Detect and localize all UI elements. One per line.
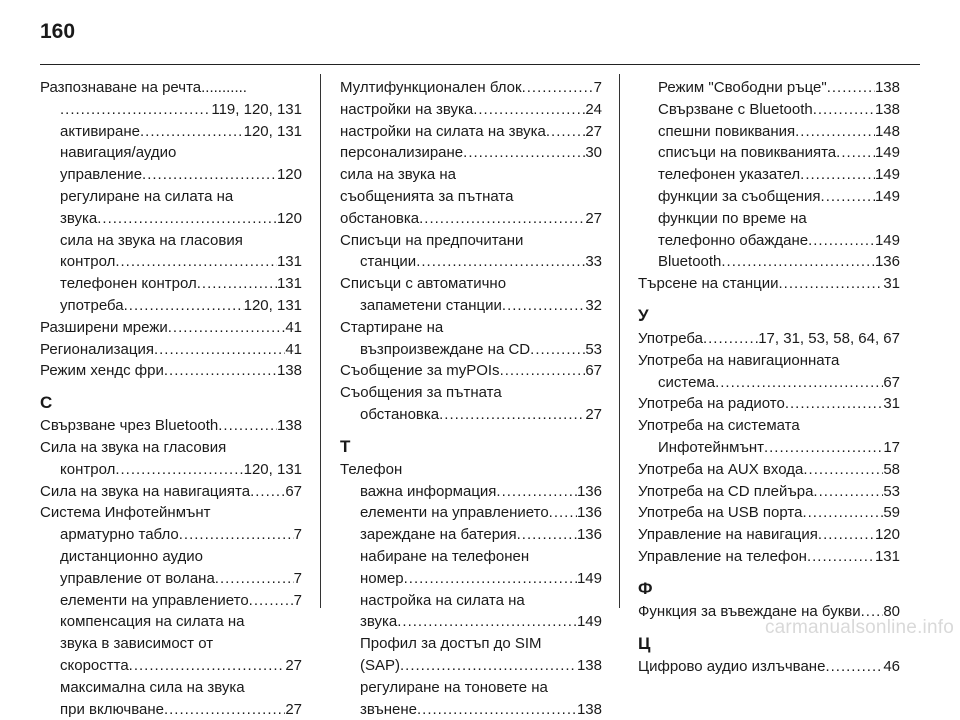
- dot-leader: [800, 164, 875, 186]
- index-entry-pages: 149: [874, 231, 900, 249]
- index-entry-label: (SAP): [360, 656, 401, 674]
- index-entry-pages: 67: [883, 373, 900, 391]
- index-letter-heading: Ф: [638, 578, 653, 598]
- dot-leader: [419, 208, 585, 230]
- index-entry: [638, 437, 900, 459]
- dot-leader: [715, 372, 883, 394]
- index-entry-pages: 27: [585, 209, 602, 227]
- index-entry-pages: 80: [883, 602, 900, 620]
- index-entry-pages: 27: [285, 656, 302, 674]
- index-entry: [40, 164, 302, 186]
- index-entry-pages: 7: [293, 591, 302, 609]
- index-entry-pages: 148: [874, 122, 900, 140]
- index-entry-text: Списъци с автоматично: [340, 275, 507, 293]
- index-entry-pages: 67: [285, 482, 302, 500]
- dot-leader: [546, 121, 585, 143]
- index-entry-pages: 119, 120, 131: [211, 100, 302, 118]
- index-entry-text: звука в зависимост от: [60, 635, 214, 653]
- index-entry: [40, 121, 302, 143]
- index-entry-label: Употреба на CD плейъра: [638, 482, 814, 500]
- index-entry-pages: 33: [585, 253, 602, 271]
- index-entry-text: функции по време на: [658, 209, 807, 227]
- index-entry-label: Употреба: [638, 329, 703, 347]
- index-entry-label: функции за съобщения: [658, 187, 821, 205]
- index-entry-pages: 120, 131: [243, 460, 302, 478]
- dot-leader: [400, 655, 577, 677]
- index-entry-pages: 120: [276, 209, 302, 227]
- dot-leader: [417, 699, 577, 720]
- index-entry-text: Система Инфотейнмънт: [40, 504, 211, 522]
- index-entry: [638, 328, 900, 350]
- index-entry: [638, 164, 900, 186]
- index-entry-text: максимална сила на звука: [60, 678, 245, 696]
- dot-leader: [818, 524, 875, 546]
- dot-leader: [779, 273, 884, 295]
- dot-leader: [803, 459, 883, 481]
- dot-leader: [764, 437, 883, 459]
- index-entry: [638, 524, 900, 546]
- index-entry-text: Употреба на навигационната: [638, 351, 840, 369]
- index-entry: [40, 459, 302, 481]
- index-entry-pages: 27: [585, 405, 602, 423]
- index-entry: [340, 611, 602, 633]
- index-entry-label: настройки на звука: [340, 100, 474, 118]
- index-entry: [40, 568, 302, 590]
- index-entry-pages: 131: [276, 275, 302, 293]
- dot-leader: [827, 77, 875, 99]
- index-entry: [40, 415, 302, 437]
- index-entry: [40, 208, 302, 230]
- dot-leader: [197, 273, 277, 295]
- dot-leader: [813, 99, 875, 121]
- index-entry-pages: 149: [874, 144, 900, 162]
- index-entry: [40, 251, 302, 273]
- dot-leader: [397, 611, 577, 633]
- index-entry-pages: 120: [276, 166, 302, 184]
- index-entry-pages: 58: [883, 460, 900, 478]
- index-entry-text: Профил за достъп до SIM: [360, 635, 542, 653]
- index-entry-pages: 149: [874, 187, 900, 205]
- index-entry-pages: 53: [883, 482, 900, 500]
- dot-leader: [530, 339, 585, 361]
- index-entry: [340, 142, 602, 164]
- index-entry: [40, 699, 302, 720]
- index-entry: [638, 393, 900, 415]
- dot-leader: [404, 568, 577, 590]
- index-entry-text: регулиране на тоновете на: [360, 678, 548, 696]
- index-entry-label: активиране: [60, 122, 140, 140]
- index-entry: [638, 372, 900, 394]
- index-entry: [638, 459, 900, 481]
- index-entry-label: Управление на телефон: [638, 547, 807, 565]
- index-entry-text: съобщенията за пътната: [340, 187, 514, 205]
- index-entry: [340, 339, 602, 361]
- index-entry: [638, 546, 900, 568]
- index-entry-pages: 149: [576, 569, 602, 587]
- index-entry-label: запаметени станции: [360, 296, 502, 314]
- column-divider: [320, 74, 321, 608]
- dot-leader: [502, 295, 585, 317]
- index-entry-pages: 17, 31, 53, 58, 64, 67: [758, 329, 900, 347]
- index-letter-heading: У: [638, 305, 649, 325]
- watermark: carmanualsonline.info: [764, 617, 954, 638]
- index-entry-pages: 7: [293, 569, 302, 587]
- dot-leader: [179, 524, 294, 546]
- index-entry: [340, 360, 602, 382]
- dot-leader: [154, 339, 285, 361]
- index-letter-heading: Т: [340, 436, 351, 456]
- dot-leader: [802, 502, 883, 524]
- dot-leader: [825, 656, 883, 678]
- index-entry-label: управление от волана: [60, 569, 215, 587]
- index-entry: [340, 208, 602, 230]
- dot-leader: [115, 459, 243, 481]
- index-entry: [638, 99, 900, 121]
- index-entry: [340, 655, 602, 677]
- index-entry: [638, 186, 900, 208]
- index-entry: [40, 339, 302, 361]
- index-entry-pages: 138: [276, 362, 302, 380]
- index-entry-pages: 131: [276, 253, 302, 271]
- index-entry-label: персонализиране: [340, 144, 464, 162]
- index-entry-label: арматурно табло: [60, 526, 179, 544]
- index-entry-pages: 136: [874, 253, 900, 271]
- index-entry-label: управление: [60, 166, 143, 184]
- dot-leader: [97, 208, 277, 230]
- index-entry-text: сила на звука на: [340, 166, 456, 184]
- index-entry-text: навигация/аудио: [60, 144, 177, 162]
- index-entry: [638, 656, 900, 678]
- index-entry: [340, 481, 602, 503]
- index-entry-pages: 30: [585, 144, 602, 162]
- index-entry-label: настройки на силата на звука: [340, 122, 546, 140]
- dot-leader: [249, 590, 294, 612]
- index-entry: [340, 502, 602, 524]
- index-entry-text: Съобщения за пътната: [340, 384, 502, 402]
- dot-leader: [807, 546, 875, 568]
- index-entry-label: важна информация: [360, 482, 497, 500]
- index-entry-pages: 138: [874, 79, 900, 96]
- index-entry-pages: 41: [285, 318, 302, 336]
- index-entry-label: зареждане на батерия: [360, 526, 517, 544]
- index-entry-pages: 53: [585, 340, 602, 358]
- index-entry-pages: 138: [874, 100, 900, 118]
- index-entry-text: Разпознаване на речта...........: [40, 79, 247, 96]
- index-entry: [340, 568, 602, 590]
- dot-leader: [164, 360, 277, 382]
- dot-leader: [129, 655, 286, 677]
- dot-leader: [821, 186, 875, 208]
- dot-leader: [439, 404, 585, 426]
- dot-leader: [164, 699, 285, 720]
- index-entry-label: Употреба на AUX входа: [638, 460, 804, 478]
- index-entry: [40, 317, 302, 339]
- dot-leader: [813, 481, 883, 503]
- index-entry-label: Инфотейнмънт: [658, 438, 764, 456]
- index-entry-label: Режим "Свободни ръце": [658, 79, 827, 96]
- index-entry: [40, 295, 302, 317]
- index-entry-pages: 17: [883, 438, 900, 456]
- index-entry-label: Режим хендс фри: [40, 362, 164, 380]
- index-entry-label: звука: [60, 209, 98, 227]
- index-entry: [340, 99, 602, 121]
- dot-leader: [218, 415, 277, 437]
- dot-leader: [549, 502, 577, 524]
- index-entry-pages: 136: [576, 482, 602, 500]
- index-entry-pages: 120: [874, 526, 900, 544]
- index-entry-label: Цифрово аудио излъчване: [638, 657, 826, 675]
- index-entry-pages: 31: [883, 395, 900, 413]
- index-entry-label: обстановка: [360, 405, 440, 423]
- dot-leader: [703, 328, 758, 350]
- index-entry: [40, 360, 302, 382]
- index-entry-label: Свързване с Bluetooth: [658, 100, 813, 118]
- index-entry-label: телефонно обаждане: [658, 231, 809, 249]
- index-entry: [340, 699, 602, 720]
- dot-leader: [795, 121, 875, 143]
- index-entry-label: елементи на управлението: [360, 504, 549, 522]
- index-entry-pages: 7: [293, 526, 302, 544]
- index-entry-pages: 27: [285, 700, 302, 718]
- index-entry: [638, 142, 900, 164]
- index-entry-pages: 46: [883, 657, 900, 675]
- index-entry-text: Списъци на предпочитани: [340, 231, 524, 249]
- index-entry-label: при включване: [60, 700, 164, 718]
- index-entry-pages: 149: [576, 613, 602, 631]
- index-entry-pages: 136: [576, 504, 602, 522]
- index-entry-label: спешни повиквания: [658, 122, 796, 140]
- index-entry: [40, 590, 302, 612]
- dot-leader: [522, 77, 594, 99]
- dot-leader: [496, 481, 577, 503]
- index-entry-text: Сила на звука на гласовия: [40, 438, 227, 456]
- index-entry-label: контрол: [60, 253, 116, 271]
- index-entry-label: телефонен указател: [658, 166, 801, 184]
- index-entry-pages: 41: [285, 340, 302, 358]
- index-entry-label: списъци на повикванията: [658, 144, 837, 162]
- index-entry-text: настройка на силата на: [360, 591, 525, 609]
- index-entry-label: Търсене на станции: [638, 275, 779, 293]
- index-entry-pages: 138: [276, 417, 302, 435]
- index-letter-heading: С: [40, 393, 53, 413]
- index-entry: [340, 121, 602, 143]
- index-entry-pages: 136: [576, 526, 602, 544]
- index-entry: [638, 481, 900, 503]
- index-entry-text: сила на звука на гласовия: [60, 231, 243, 249]
- index-entry-label: употреба: [60, 296, 124, 314]
- index-entry: [638, 77, 900, 99]
- index-entry-label: обстановка: [340, 209, 420, 227]
- index-entry-text: Стартиране на: [340, 318, 444, 336]
- dot-leader: [785, 393, 884, 415]
- index-entry-label: Функция за въвеждане на букви: [638, 602, 861, 620]
- dot-leader: [416, 251, 585, 273]
- index-entry: [340, 524, 602, 546]
- index-letter-heading: Ц: [638, 633, 651, 653]
- index-entry-pages: 32: [585, 296, 602, 314]
- index-entry-label: Съобщение за myPOIs: [340, 362, 500, 380]
- index-entry-label: Употреба на радиото: [638, 395, 785, 413]
- index-entry: [40, 99, 302, 121]
- index-entry: [340, 295, 602, 317]
- index-entry: [638, 273, 900, 295]
- index-entry: [340, 404, 602, 426]
- index-entry-label: Употреба на USB порта: [638, 504, 803, 522]
- dot-leader: [463, 142, 585, 164]
- index-entry-label: Сила на звука на навигацията: [40, 482, 251, 500]
- dot-leader: [836, 142, 875, 164]
- index-entry-label: Регионализация: [40, 340, 154, 358]
- dot-leader: [140, 121, 244, 143]
- index-column-1: [40, 77, 302, 720]
- index-column-3: [638, 77, 900, 677]
- dot-leader: [142, 164, 277, 186]
- index-entry-label: елементи на управлението: [60, 591, 249, 609]
- dot-leader: [721, 251, 875, 273]
- index-entry-text: компенсация на силата на: [60, 613, 245, 631]
- dot-leader: [517, 524, 577, 546]
- index-entry: [638, 502, 900, 524]
- dot-leader: [60, 99, 211, 121]
- index-entry-label: Мултифункционален блок: [340, 79, 522, 96]
- index-entry: [340, 77, 602, 99]
- index-entry-text: Употреба на системата: [638, 417, 800, 435]
- dot-leader: [250, 481, 285, 503]
- index-entry-pages: 67: [585, 362, 602, 380]
- index-entry-label: Управление на навигация: [638, 526, 818, 544]
- index-entry-label: Bluetooth: [658, 253, 722, 271]
- dot-leader: [473, 99, 585, 121]
- index-entry-label: Разширени мрежи: [40, 318, 168, 336]
- index-entry-pages: 131: [874, 547, 900, 565]
- index-entry-pages: 7: [593, 79, 602, 96]
- column-divider: [619, 74, 620, 608]
- index-entry-pages: 149: [874, 166, 900, 184]
- index-entry-pages: 120, 131: [243, 122, 302, 140]
- index-entry-label: скоростта: [60, 656, 129, 674]
- index-entry: [40, 524, 302, 546]
- index-entry-pages: 31: [883, 275, 900, 293]
- index-entry-text: Телефон: [340, 460, 403, 478]
- index-entry-text: дистанционно аудио: [60, 547, 203, 565]
- index-entry-pages: 59: [883, 504, 900, 522]
- index-column-2: [340, 77, 602, 720]
- index-entry: [40, 655, 302, 677]
- index-entry: [638, 230, 900, 252]
- index-entry-label: звънене: [360, 700, 417, 718]
- dot-leader: [500, 360, 586, 382]
- index-entry: [638, 121, 900, 143]
- index-entry: [340, 251, 602, 273]
- dot-leader: [168, 317, 286, 339]
- index-entry-label: станции: [360, 253, 417, 271]
- dot-leader: [124, 295, 244, 317]
- header-rule: [40, 64, 920, 65]
- index-entry-pages: 138: [576, 656, 602, 674]
- page-number: 160: [40, 20, 76, 43]
- index-entry-label: номер: [360, 569, 404, 587]
- index-entry-pages: 120, 131: [243, 296, 302, 314]
- index-entry: [40, 481, 302, 503]
- index-entry-label: контрол: [60, 460, 116, 478]
- index-entry-label: звука: [360, 613, 398, 631]
- index-entry-label: система: [658, 373, 716, 391]
- dot-leader: [808, 230, 875, 252]
- index-entry-label: възпроизвеждане на CD: [360, 340, 531, 358]
- index-entry-text: набиране на телефонен: [360, 547, 530, 565]
- index-entry: [40, 273, 302, 295]
- index-entry-label: телефонен контрол: [60, 275, 197, 293]
- index-entry-pages: 138: [576, 700, 602, 718]
- index-entry-pages: 27: [585, 122, 602, 140]
- index-entry-label: Свързване чрез Bluetooth: [40, 417, 219, 435]
- index-entry-pages: 24: [585, 100, 602, 118]
- dot-leader: [215, 568, 294, 590]
- index-entry: [638, 251, 900, 273]
- index-entry-text: регулиране на силата на: [60, 187, 234, 205]
- dot-leader: [115, 251, 277, 273]
